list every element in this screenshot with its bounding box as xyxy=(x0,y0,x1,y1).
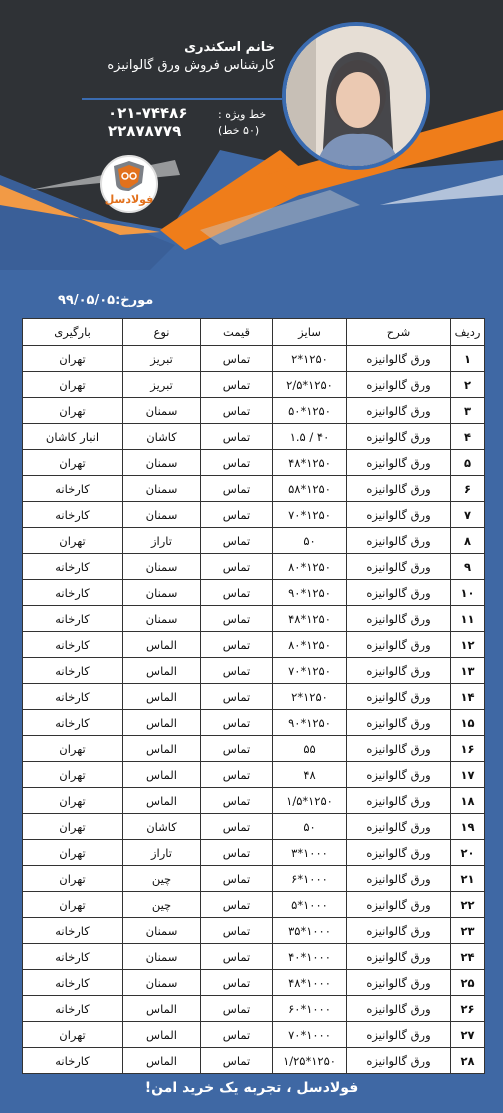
row-index: ۱۲ xyxy=(451,632,485,658)
type-cell: کاشان xyxy=(123,424,201,450)
type-cell: الماس xyxy=(123,736,201,762)
table-row xyxy=(23,658,485,684)
phone-lines-note: (۵۰ خط) xyxy=(218,124,260,137)
table-row xyxy=(23,502,485,528)
table-row xyxy=(23,606,485,632)
price-cell: تماس xyxy=(201,710,273,736)
loading-cell: کارخانه xyxy=(23,606,123,632)
contact-info xyxy=(107,40,275,73)
type-cell: سمنان xyxy=(123,398,201,424)
description-cell: ورق گالوانیزه xyxy=(347,450,451,476)
description-cell: ورق گالوانیزه xyxy=(347,528,451,554)
type-cell: الماس xyxy=(123,788,201,814)
table-row xyxy=(23,424,485,450)
loading-cell: تهران xyxy=(23,866,123,892)
price-cell: تماس xyxy=(201,528,273,554)
row-index: ۳ xyxy=(451,398,485,424)
logo-text: فولادسل xyxy=(104,193,154,206)
loading-cell: تهران xyxy=(23,814,123,840)
table-row xyxy=(23,840,485,866)
table-row xyxy=(23,528,485,554)
table-row xyxy=(23,892,485,918)
header-size: سایز xyxy=(273,319,347,346)
phone-number-1[interactable]: ۰۲۱-۷۴۴۸۶ xyxy=(108,104,188,122)
row-index: ۲۲ xyxy=(451,892,485,918)
table-row xyxy=(23,398,485,424)
loading-cell: تهران xyxy=(23,528,123,554)
type-cell: تاراز xyxy=(123,528,201,554)
loading-cell: کارخانه xyxy=(23,502,123,528)
table-row xyxy=(23,554,485,580)
type-cell: الماس xyxy=(123,710,201,736)
description-cell: ورق گالوانیزه xyxy=(347,476,451,502)
type-cell: الماس xyxy=(123,632,201,658)
row-index: ۱۰ xyxy=(451,580,485,606)
type-cell: تاراز xyxy=(123,840,201,866)
size-cell: ۱۲۵۰*۵۸ xyxy=(273,476,347,502)
size-cell: ۱۰۰۰*۷۰ xyxy=(273,1022,347,1048)
loading-cell: کارخانه xyxy=(23,918,123,944)
description-cell: ورق گالوانیزه xyxy=(347,424,451,450)
row-index: ۱۵ xyxy=(451,710,485,736)
type-cell: الماس xyxy=(123,996,201,1022)
shield-logo-icon xyxy=(102,157,156,197)
price-cell: تماس xyxy=(201,814,273,840)
size-cell: ۱۲۵۰*۲/۵ xyxy=(273,372,347,398)
size-cell: ۱۰۰۰*۳ xyxy=(273,840,347,866)
table-row xyxy=(23,580,485,606)
table-row xyxy=(23,996,485,1022)
price-cell: تماس xyxy=(201,892,273,918)
description-cell: ورق گالوانیزه xyxy=(347,788,451,814)
description-cell: ورق گالوانیزه xyxy=(347,970,451,996)
loading-cell: کارخانه xyxy=(23,476,123,502)
row-index: ۱۱ xyxy=(451,606,485,632)
size-cell: ۱۲۵۰*۲ xyxy=(273,346,347,372)
price-cell: تماس xyxy=(201,918,273,944)
description-cell: ورق گالوانیزه xyxy=(347,632,451,658)
row-index: ۲۳ xyxy=(451,918,485,944)
phone-label: خط ویژه : xyxy=(218,108,267,121)
table-row xyxy=(23,918,485,944)
loading-cell: انبار کاشان xyxy=(23,424,123,450)
table-body xyxy=(23,346,485,1074)
price-cell: تماس xyxy=(201,1048,273,1074)
description-cell: ورق گالوانیزه xyxy=(347,710,451,736)
type-cell: سمنان xyxy=(123,918,201,944)
divider xyxy=(82,98,282,100)
type-cell: سمنان xyxy=(123,606,201,632)
row-index: ۱۷ xyxy=(451,762,485,788)
company-logo xyxy=(100,155,158,213)
row-index: ۱۹ xyxy=(451,814,485,840)
table-row xyxy=(23,710,485,736)
table-row xyxy=(23,346,485,372)
description-cell: ورق گالوانیزه xyxy=(347,580,451,606)
price-table-container xyxy=(22,318,484,1073)
loading-cell: تهران xyxy=(23,1022,123,1048)
loading-cell: کارخانه xyxy=(23,970,123,996)
header-price: قیمت xyxy=(201,319,273,346)
price-cell: تماس xyxy=(201,372,273,398)
description-cell: ورق گالوانیزه xyxy=(347,1022,451,1048)
description-cell: ورق گالوانیزه xyxy=(347,684,451,710)
size-cell: ۱۰۰۰*۶۰ xyxy=(273,996,347,1022)
price-cell: تماس xyxy=(201,502,273,528)
loading-cell: کارخانه xyxy=(23,684,123,710)
table-row xyxy=(23,1022,485,1048)
description-cell: ورق گالوانیزه xyxy=(347,840,451,866)
description-cell: ورق گالوانیزه xyxy=(347,866,451,892)
loading-cell: کارخانه xyxy=(23,632,123,658)
row-index: ۲۴ xyxy=(451,944,485,970)
price-cell: تماس xyxy=(201,970,273,996)
loading-cell: کارخانه xyxy=(23,944,123,970)
type-cell: چین xyxy=(123,892,201,918)
size-cell: ۴۸ xyxy=(273,762,347,788)
description-cell: ورق گالوانیزه xyxy=(347,502,451,528)
description-cell: ورق گالوانیزه xyxy=(347,762,451,788)
type-cell: الماس xyxy=(123,1022,201,1048)
loading-cell: کارخانه xyxy=(23,554,123,580)
header-banner xyxy=(0,0,503,270)
price-cell: تماس xyxy=(201,762,273,788)
price-table xyxy=(22,318,485,1074)
size-cell: ۴۰ / ۱.۵ xyxy=(273,424,347,450)
table-row xyxy=(23,788,485,814)
row-index: ۲۷ xyxy=(451,1022,485,1048)
row-index: ۱ xyxy=(451,346,485,372)
table-row xyxy=(23,476,485,502)
row-index: ۷ xyxy=(451,502,485,528)
row-index: ۲ xyxy=(451,372,485,398)
row-index: ۲۱ xyxy=(451,866,485,892)
loading-cell: کارخانه xyxy=(23,580,123,606)
size-cell: ۱۰۰۰*۶ xyxy=(273,866,347,892)
loading-cell: کارخانه xyxy=(23,710,123,736)
table-row xyxy=(23,762,485,788)
size-cell: ۵۵ xyxy=(273,736,347,762)
type-cell: سمنان xyxy=(123,476,201,502)
row-index: ۶ xyxy=(451,476,485,502)
header-type: نوع xyxy=(123,319,201,346)
size-cell: ۱۰۰۰*۵ xyxy=(273,892,347,918)
type-cell: تبریز xyxy=(123,346,201,372)
row-index: ۴ xyxy=(451,424,485,450)
loading-cell: کارخانه xyxy=(23,658,123,684)
price-cell: تماس xyxy=(201,996,273,1022)
loading-cell: تهران xyxy=(23,346,123,372)
row-index: ۲۶ xyxy=(451,996,485,1022)
description-cell: ورق گالوانیزه xyxy=(347,372,451,398)
size-cell: ۱۲۵۰*۱/۵ xyxy=(273,788,347,814)
description-cell: ورق گالوانیزه xyxy=(347,1048,451,1074)
price-cell: تماس xyxy=(201,1022,273,1048)
table-row xyxy=(23,814,485,840)
profile-photo xyxy=(282,22,430,170)
price-cell: تماس xyxy=(201,554,273,580)
loading-cell: تهران xyxy=(23,736,123,762)
type-cell: سمنان xyxy=(123,970,201,996)
footer-slogan: فولادسل ، تجربه یک خرید امن! xyxy=(144,1080,359,1096)
size-cell: ۱۲۵۰*۲ xyxy=(273,684,347,710)
type-cell: الماس xyxy=(123,684,201,710)
table-row xyxy=(23,450,485,476)
size-cell: ۱۲۵۰*۵۰ xyxy=(273,398,347,424)
table-row xyxy=(23,944,485,970)
price-cell: تماس xyxy=(201,866,273,892)
size-cell: ۱۲۵۰*۷۰ xyxy=(273,502,347,528)
description-cell: ورق گالوانیزه xyxy=(347,554,451,580)
description-cell: ورق گالوانیزه xyxy=(347,346,451,372)
type-cell: سمنان xyxy=(123,944,201,970)
table-row xyxy=(23,684,485,710)
price-cell: تماس xyxy=(201,840,273,866)
table-row xyxy=(23,632,485,658)
loading-cell: تهران xyxy=(23,398,123,424)
row-index: ۹ xyxy=(451,554,485,580)
price-cell: تماس xyxy=(201,684,273,710)
row-index: ۸ xyxy=(451,528,485,554)
loading-cell: تهران xyxy=(23,450,123,476)
type-cell: سمنان xyxy=(123,554,201,580)
type-cell: الماس xyxy=(123,658,201,684)
table-row xyxy=(23,736,485,762)
table-row xyxy=(23,1048,485,1074)
table-row xyxy=(23,866,485,892)
size-cell: ۱۰۰۰*۳۵ xyxy=(273,918,347,944)
price-cell: تماس xyxy=(201,580,273,606)
header-description: شرح xyxy=(347,319,451,346)
type-cell: سمنان xyxy=(123,450,201,476)
size-cell: ۱۰۰۰*۴۸ xyxy=(273,970,347,996)
loading-cell: تهران xyxy=(23,372,123,398)
description-cell: ورق گالوانیزه xyxy=(347,944,451,970)
loading-cell: تهران xyxy=(23,892,123,918)
description-cell: ورق گالوانیزه xyxy=(347,606,451,632)
table-row xyxy=(23,372,485,398)
type-cell: چین xyxy=(123,866,201,892)
header-loading: بارگیری xyxy=(23,319,123,346)
price-cell: تماس xyxy=(201,788,273,814)
date-label: مورخ:۹۹/۰۵/۰۵ xyxy=(58,293,154,308)
size-cell: ۱۰۰۰*۴۰ xyxy=(273,944,347,970)
size-cell: ۵۰ xyxy=(273,814,347,840)
price-cell: تماس xyxy=(201,346,273,372)
contact-role: کارشناس فروش ورق گالوانیزه xyxy=(107,58,275,73)
row-index: ۲۸ xyxy=(451,1048,485,1074)
price-cell: تماس xyxy=(201,398,273,424)
row-index: ۵ xyxy=(451,450,485,476)
loading-cell: کارخانه xyxy=(23,1048,123,1074)
price-cell: تماس xyxy=(201,450,273,476)
size-cell: ۱۲۵۰*۹۰ xyxy=(273,580,347,606)
size-cell: ۱۲۵۰*۹۰ xyxy=(273,710,347,736)
table-row xyxy=(23,970,485,996)
size-cell: ۱۲۵۰*۸۰ xyxy=(273,554,347,580)
description-cell: ورق گالوانیزه xyxy=(347,892,451,918)
description-cell: ورق گالوانیزه xyxy=(347,658,451,684)
header-row-index: ردیف xyxy=(451,319,485,346)
price-cell: تماس xyxy=(201,606,273,632)
price-cell: تماس xyxy=(201,632,273,658)
size-cell: ۱۲۵۰*۱/۲۵ xyxy=(273,1048,347,1074)
size-cell: ۵۰ xyxy=(273,528,347,554)
loading-cell: تهران xyxy=(23,840,123,866)
size-cell: ۱۲۵۰*۴۸ xyxy=(273,606,347,632)
loading-cell: کارخانه xyxy=(23,996,123,1022)
phone-number-2[interactable]: ۲۲۸۷۸۷۷۹ xyxy=(108,122,182,140)
loading-cell: تهران xyxy=(23,788,123,814)
table-header-row xyxy=(23,319,485,346)
description-cell: ورق گالوانیزه xyxy=(347,814,451,840)
loading-cell: تهران xyxy=(23,762,123,788)
size-cell: ۱۲۵۰*۸۰ xyxy=(273,632,347,658)
type-cell: الماس xyxy=(123,1048,201,1074)
row-index: ۲۵ xyxy=(451,970,485,996)
row-index: ۱۴ xyxy=(451,684,485,710)
row-index: ۱۸ xyxy=(451,788,485,814)
type-cell: کاشان xyxy=(123,814,201,840)
type-cell: سمنان xyxy=(123,580,201,606)
description-cell: ورق گالوانیزه xyxy=(347,398,451,424)
type-cell: الماس xyxy=(123,762,201,788)
contact-name: خانم اسکندری xyxy=(184,40,275,55)
price-cell: تماس xyxy=(201,658,273,684)
type-cell: سمنان xyxy=(123,502,201,528)
row-index: ۱۶ xyxy=(451,736,485,762)
type-cell: تبریز xyxy=(123,372,201,398)
price-cell: تماس xyxy=(201,424,273,450)
size-cell: ۱۲۵۰*۷۰ xyxy=(273,658,347,684)
price-cell: تماس xyxy=(201,736,273,762)
description-cell: ورق گالوانیزه xyxy=(347,996,451,1022)
size-cell: ۱۲۵۰*۴۸ xyxy=(273,450,347,476)
description-cell: ورق گالوانیزه xyxy=(347,918,451,944)
description-cell: ورق گالوانیزه xyxy=(347,736,451,762)
row-index: ۱۳ xyxy=(451,658,485,684)
price-cell: تماس xyxy=(201,476,273,502)
price-cell: تماس xyxy=(201,944,273,970)
row-index: ۲۰ xyxy=(451,840,485,866)
